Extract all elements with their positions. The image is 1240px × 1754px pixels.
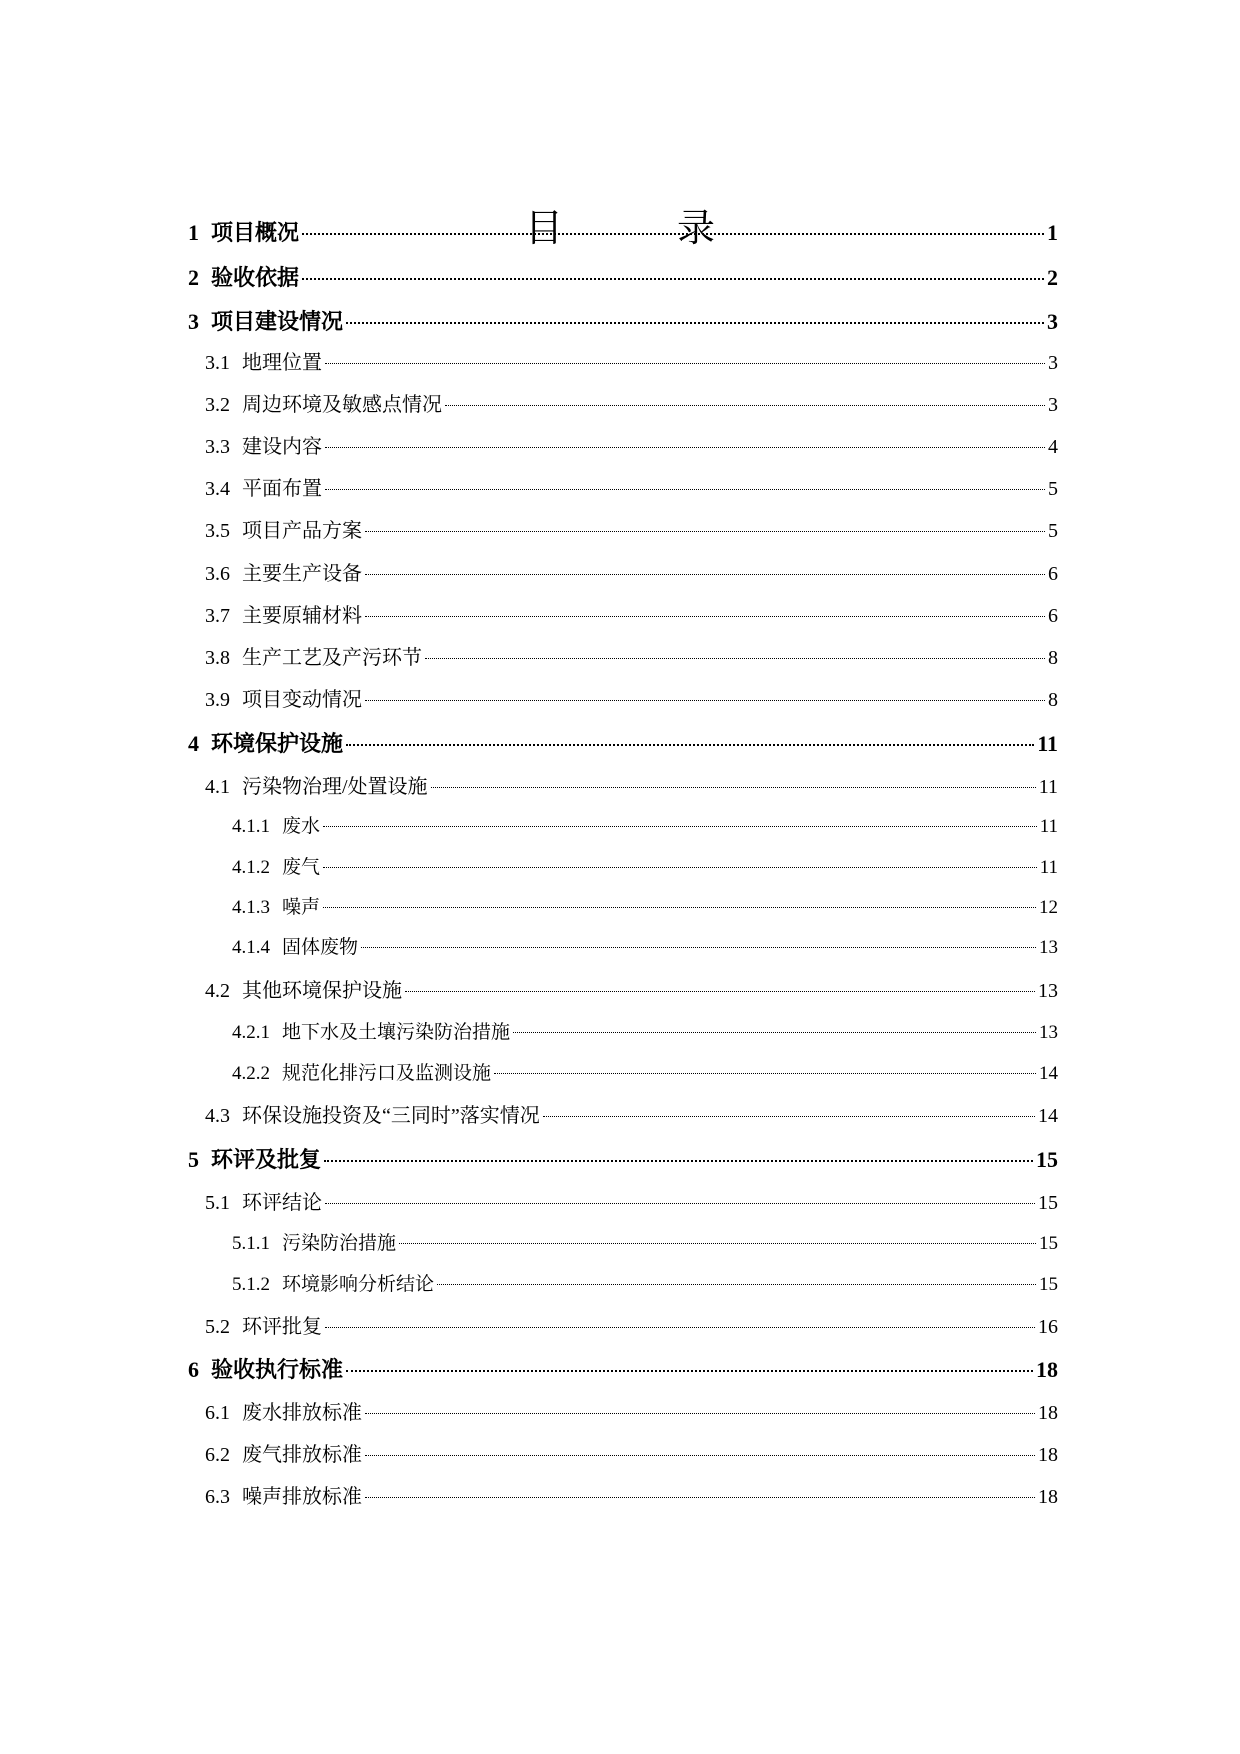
toc-entry-6-3[interactable] xyxy=(205,1483,1058,1511)
toc-entry-number: 3.7 xyxy=(205,605,230,627)
toc-entry-5-1-1[interactable] xyxy=(232,1231,1058,1257)
dot-leader xyxy=(399,1243,1036,1244)
toc-entry-page-number: 18 xyxy=(1036,1357,1058,1382)
toc-entry-label: 环保设施投资及“三同时”落实情况 xyxy=(242,1105,540,1127)
toc-entry-number: 4.1.3 xyxy=(232,897,270,918)
toc-entry-4-1-3[interactable] xyxy=(232,895,1058,921)
toc-entry-label: 污染防治措施 xyxy=(282,1233,397,1254)
toc-entry-label: 环境影响分析结论 xyxy=(282,1274,435,1295)
dot-leader xyxy=(494,1073,1036,1074)
dot-leader xyxy=(365,1413,1035,1414)
dot-leader xyxy=(325,447,1045,448)
toc-entry-number: 5 xyxy=(188,1147,199,1172)
toc-entry-page-number: 13 xyxy=(1039,937,1058,958)
toc-entry-3-4[interactable] xyxy=(205,475,1058,503)
toc-entry-label: 项目产品方案 xyxy=(242,520,362,542)
toc-entry-number: 6.2 xyxy=(205,1444,230,1466)
dot-leader xyxy=(437,1284,1036,1285)
dot-leader xyxy=(323,907,1036,908)
toc-entry-page-number: 11 xyxy=(1037,731,1058,756)
toc-entry-number: 3.4 xyxy=(205,478,230,500)
toc-entry-3-1[interactable] xyxy=(205,349,1058,377)
dot-leader xyxy=(323,826,1037,827)
toc-entry-page-number: 18 xyxy=(1038,1444,1058,1466)
dot-leader xyxy=(346,1370,1033,1372)
toc-entry-page-number: 16 xyxy=(1038,1316,1058,1338)
toc-entry-label: 建设内容 xyxy=(242,436,322,458)
toc-entry-number: 3.8 xyxy=(205,647,230,669)
toc-entry-page-number: 3 xyxy=(1047,309,1058,334)
toc-entry-page-number: 3 xyxy=(1048,352,1058,374)
toc-entry-5-2[interactable] xyxy=(205,1313,1058,1341)
toc-entry-3-5[interactable] xyxy=(205,517,1058,545)
toc-entry-page-number: 2 xyxy=(1047,265,1058,290)
toc-entry-label: 废气 xyxy=(282,857,321,878)
toc-entry-page-number: 6 xyxy=(1048,605,1058,627)
dot-leader xyxy=(365,1497,1035,1498)
toc-entry-4-1[interactable] xyxy=(205,773,1058,801)
dot-leader xyxy=(445,405,1045,406)
toc-entry-label: 地理位置 xyxy=(242,352,322,374)
toc-entry-4-1-2[interactable] xyxy=(232,855,1058,881)
toc-entry-4-1-4[interactable] xyxy=(232,935,1058,961)
toc-entry-number: 3.1 xyxy=(205,352,230,374)
toc-entry-4-2-2[interactable] xyxy=(232,1061,1058,1087)
toc-entry-label: 其他环境保护设施 xyxy=(242,980,402,1002)
toc-entry-number: 5.1 xyxy=(205,1192,230,1214)
dot-leader xyxy=(365,1455,1035,1456)
toc-entry-label: 验收执行标准 xyxy=(211,1357,344,1382)
toc-entry-label: 废水排放标准 xyxy=(242,1402,362,1424)
dot-leader xyxy=(324,1160,1033,1162)
toc-entry-page-number: 18 xyxy=(1038,1486,1058,1508)
toc-entry-label: 环评及批复 xyxy=(211,1147,322,1172)
dot-leader xyxy=(302,233,1044,235)
dot-leader xyxy=(325,489,1045,490)
toc-entry-label: 废水 xyxy=(282,816,321,837)
toc-entry-number: 4.3 xyxy=(205,1105,230,1127)
toc-entry-6[interactable] xyxy=(188,1355,1058,1385)
toc-entry-page-number: 1 xyxy=(1047,220,1058,245)
dot-leader xyxy=(302,278,1044,280)
dot-leader xyxy=(365,574,1045,575)
toc-entry-number: 3.5 xyxy=(205,520,230,542)
toc-entry-label: 污染物治理/处置设施 xyxy=(242,776,428,798)
toc-entry-page-number: 13 xyxy=(1038,980,1058,1002)
toc-entry-5-1[interactable] xyxy=(205,1189,1058,1217)
toc-entry-label: 废气排放标准 xyxy=(242,1444,362,1466)
toc-entry-4-2[interactable] xyxy=(205,977,1058,1005)
toc-entry-label: 环评批复 xyxy=(242,1316,322,1338)
toc-entry-4-2-1[interactable] xyxy=(232,1020,1058,1046)
toc-entry-6-2[interactable] xyxy=(205,1441,1058,1469)
toc-entry-number: 4.1.2 xyxy=(232,857,270,878)
toc-entry-5[interactable] xyxy=(188,1145,1058,1175)
toc-entry-page-number: 6 xyxy=(1048,563,1058,585)
toc-entry-3-6[interactable] xyxy=(205,560,1058,588)
dot-leader xyxy=(346,322,1044,324)
dot-leader xyxy=(325,1327,1035,1328)
toc-entry-page-number: 8 xyxy=(1048,647,1058,669)
toc-entry-page-number: 18 xyxy=(1038,1402,1058,1424)
toc-entry-page-number: 13 xyxy=(1039,1022,1058,1043)
toc-entry-3-8[interactable] xyxy=(205,644,1058,672)
dot-leader xyxy=(365,531,1045,532)
toc-entry-page-number: 15 xyxy=(1039,1233,1058,1254)
toc-entry-page-number: 11 xyxy=(1038,776,1058,798)
toc-entry-page-number: 8 xyxy=(1048,689,1058,711)
toc-entry-page-number: 4 xyxy=(1048,436,1058,458)
toc-entry-number: 6 xyxy=(188,1357,199,1382)
toc-entry-page-number: 5 xyxy=(1048,520,1058,542)
toc-entry-6-1[interactable] xyxy=(205,1399,1058,1427)
toc-entry-number: 6.3 xyxy=(205,1486,230,1508)
toc-entry-number: 4 xyxy=(188,731,199,756)
toc-entry-3[interactable] xyxy=(188,307,1058,337)
toc-entry-number: 3.9 xyxy=(205,689,230,711)
toc-entry-number: 1 xyxy=(188,220,199,245)
dot-leader xyxy=(431,787,1036,788)
toc-entry-page-number: 11 xyxy=(1039,816,1058,837)
page-title: 目 录 xyxy=(524,208,753,251)
toc-entry-number: 6.1 xyxy=(205,1402,230,1424)
toc-entry-number: 4.1 xyxy=(205,776,230,798)
toc-entry-number: 5.1.2 xyxy=(232,1274,270,1295)
toc-entry-label: 主要原辅材料 xyxy=(242,605,362,627)
toc-entry-number: 4.2.2 xyxy=(232,1063,270,1084)
toc-entry-label: 项目概况 xyxy=(211,220,300,245)
toc-entry-page-number: 3 xyxy=(1048,394,1058,416)
toc-entry-page-number: 14 xyxy=(1039,1063,1058,1084)
dot-leader xyxy=(346,744,1034,746)
dot-leader xyxy=(365,700,1045,701)
toc-entry-3-2[interactable] xyxy=(205,391,1058,419)
toc-entry-number: 2 xyxy=(188,265,199,290)
dot-leader xyxy=(543,1116,1035,1117)
toc-entry-label: 噪声排放标准 xyxy=(242,1486,362,1508)
toc-entry-page-number: 15 xyxy=(1036,1147,1058,1172)
dot-leader xyxy=(513,1032,1036,1033)
toc-entry-label: 项目建设情况 xyxy=(211,309,344,334)
toc-entry-3-9[interactable] xyxy=(205,686,1058,714)
toc-entry-label: 地下水及土壤污染防治措施 xyxy=(282,1022,511,1043)
toc-entry-number: 4.2 xyxy=(205,980,230,1002)
toc-entry-label: 周边环境及敏感点情况 xyxy=(242,394,442,416)
toc-entry-4-1-1[interactable] xyxy=(232,814,1058,840)
toc-entry-4-3[interactable] xyxy=(205,1102,1058,1130)
toc-entry-label: 噪声 xyxy=(282,897,321,918)
toc-entry-3-7[interactable] xyxy=(205,602,1058,630)
toc-entry-label: 项目变动情况 xyxy=(242,689,362,711)
toc-entry-number: 5.2 xyxy=(205,1316,230,1338)
toc-entry-label: 环境保护设施 xyxy=(211,731,344,756)
toc-entry-label: 固体废物 xyxy=(282,937,359,958)
toc-entry-3-3[interactable] xyxy=(205,433,1058,461)
toc-entry-2[interactable] xyxy=(188,263,1058,293)
toc-entry-page-number: 14 xyxy=(1038,1105,1058,1127)
dot-leader xyxy=(325,1203,1035,1204)
toc-entry-label: 规范化排污口及监测设施 xyxy=(282,1063,492,1084)
toc-entry-number: 5.1.1 xyxy=(232,1233,270,1254)
toc-entry-number: 4.1.1 xyxy=(232,816,270,837)
dot-leader xyxy=(323,867,1037,868)
toc-entry-number: 3.2 xyxy=(205,394,230,416)
toc-entry-label: 环评结论 xyxy=(242,1192,322,1214)
toc-entry-number: 4.1.4 xyxy=(232,937,270,958)
dot-leader xyxy=(405,991,1035,992)
toc-entry-label: 平面布置 xyxy=(242,478,322,500)
toc-entry-4[interactable] xyxy=(188,729,1058,759)
toc-entry-page-number: 15 xyxy=(1038,1192,1058,1214)
toc-entry-number: 3.6 xyxy=(205,563,230,585)
dot-leader xyxy=(325,363,1045,364)
toc-entry-page-number: 12 xyxy=(1039,897,1058,918)
toc-entry-page-number: 15 xyxy=(1039,1274,1058,1295)
toc-entry-number: 3.3 xyxy=(205,436,230,458)
toc-entry-page-number: 5 xyxy=(1048,478,1058,500)
toc-entry-label: 生产工艺及产污环节 xyxy=(242,647,422,669)
toc-entry-label: 验收依据 xyxy=(211,265,300,290)
dot-leader xyxy=(365,616,1045,617)
toc-entry-number: 3 xyxy=(188,309,199,334)
dot-leader xyxy=(425,658,1045,659)
toc-entry-1[interactable] xyxy=(188,218,1058,248)
toc-entry-label: 主要生产设备 xyxy=(242,563,362,585)
toc-entry-page-number: 11 xyxy=(1039,857,1058,878)
dot-leader xyxy=(361,947,1036,948)
toc-entry-5-1-2[interactable] xyxy=(232,1272,1058,1298)
toc-entry-number: 4.2.1 xyxy=(232,1022,270,1043)
